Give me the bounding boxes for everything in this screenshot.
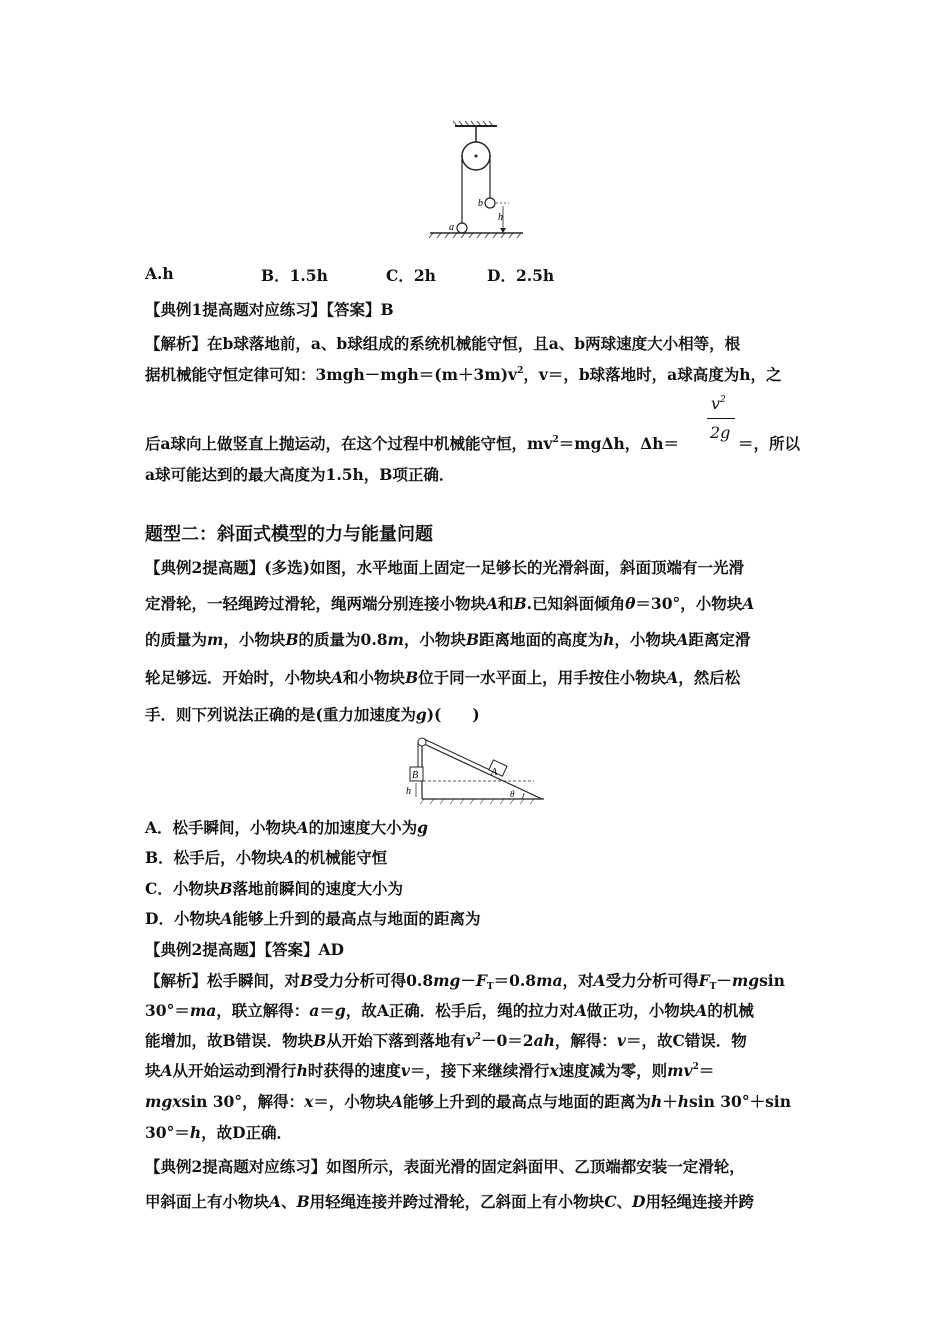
text: 能够上升到的最高点与地面的距离为 <box>402 1092 651 1111</box>
ex1-answer-heading: 【典例1提高题对应练习】【答案】B <box>145 300 394 319</box>
var: ma <box>189 1001 217 1020</box>
ex1-solution-line-2 <box>145 363 782 385</box>
ball-a <box>457 223 467 233</box>
var: A <box>486 594 499 613</box>
text: 块 <box>145 1061 161 1080</box>
tag: 【典例2提高题】 <box>145 558 265 577</box>
ball-b <box>485 198 495 208</box>
var: v <box>400 1061 410 1080</box>
label-B: B <box>412 770 419 781</box>
var: ah <box>533 1031 555 1050</box>
text: 和小物块 <box>343 668 406 687</box>
text: 30°＝ <box>145 1001 190 1020</box>
var: h <box>650 1092 663 1111</box>
text: .已知斜面倾角 <box>526 594 626 613</box>
text: 用轻绳连接并跨 <box>645 1192 755 1211</box>
ex2-line-3 <box>145 628 750 650</box>
label-theta: θ <box>510 789 515 799</box>
option-b: B．1.5h <box>261 266 328 285</box>
text: D．小物块 <box>145 909 221 928</box>
text: ，然后松 <box>678 668 741 687</box>
text: ，联立解得： <box>216 1001 310 1020</box>
ex2-solution-line-2 <box>145 999 754 1021</box>
option-a: A.h <box>145 264 174 283</box>
text: 定滑轮，一轻绳跨过滑轮，绳两端分别连接小物块 <box>145 594 487 613</box>
var: A <box>695 1001 708 1020</box>
text: 从开始运动到滑行 <box>172 1061 297 1080</box>
option-c: C．2h <box>386 266 436 285</box>
ex1-solution-line-4: a球可能达到的最大高度为1.5h，B项正确． <box>145 465 455 484</box>
text: 时获得的速度 <box>307 1061 401 1080</box>
text: 的质量为0.8 <box>298 630 388 649</box>
figure-incline-pulley <box>404 735 544 805</box>
var: mv <box>667 1061 693 1080</box>
var: θ <box>625 594 636 613</box>
text: (多选)如图，水平地面上固定一足够长的光滑斜面，斜面顶端有一光滑 <box>264 558 744 577</box>
text: ，小物块 <box>614 630 677 649</box>
ex1-solution-line-3-end: ＝，所以 <box>738 434 801 453</box>
var: B <box>296 1192 310 1211</box>
fraction-numerator <box>711 394 726 413</box>
label-h: h <box>406 786 411 797</box>
text: 用轻绳连接并跨过滑轮，乙斜面上有小物块 <box>309 1192 605 1211</box>
var: A <box>574 1001 587 1020</box>
ex2-solution-line-1 <box>145 969 785 992</box>
text: ＝0.8 <box>493 971 537 990</box>
var: h <box>677 1092 689 1111</box>
var: mgx <box>145 1092 182 1111</box>
text: ＋ <box>662 1092 678 1111</box>
sup: 2 <box>552 435 559 445</box>
ex2-solution-line-3 <box>145 1029 747 1051</box>
label-b: b <box>478 198 483 209</box>
text: 能够上升到的最高点与地面的距离为 <box>232 909 481 928</box>
text: 如图所示，表面光滑的固定斜面甲、乙顶端都安装一定滑轮， <box>326 1157 745 1176</box>
var: g <box>334 1001 346 1020</box>
ex1-solution-line-1 <box>145 332 740 354</box>
ex2-option-c <box>145 877 403 899</box>
var: A <box>269 1192 282 1211</box>
text: C．小物块 <box>145 879 220 898</box>
solution-tag: 【解析】 <box>145 334 208 353</box>
ex2-solution-line-5 <box>145 1090 791 1112</box>
text: 距离地面的高度为 <box>479 630 604 649</box>
text: sin <box>759 971 785 990</box>
var: A <box>160 1061 173 1080</box>
text: B．松手后，小物块 <box>145 848 283 867</box>
ex2-line-5 <box>145 703 480 725</box>
var: B <box>219 879 233 898</box>
ex2-option-d <box>145 907 481 929</box>
var: h <box>603 630 615 649</box>
fraction-denominator: 2g <box>710 423 731 442</box>
text: 据机械能守恒定律可知：3mgh－mgh＝(m＋3m)v <box>145 365 518 384</box>
text: 、 <box>616 1192 633 1211</box>
text: 30°＝ <box>145 1123 190 1142</box>
var: h <box>189 1123 202 1142</box>
ex2-practice-line-1 <box>145 1155 745 1177</box>
var: m <box>387 630 404 649</box>
var: x <box>304 1092 314 1111</box>
label-a: a <box>449 222 454 233</box>
var: A <box>220 909 233 928</box>
var: A <box>676 630 689 649</box>
figure-pulley-balls <box>425 120 535 245</box>
text: )( ) <box>426 705 480 724</box>
text: ，故D正确． <box>201 1123 293 1142</box>
var: mg <box>433 971 461 990</box>
sup: 2 <box>720 395 726 405</box>
text: 的加速度大小为 <box>308 818 418 837</box>
text: ，对 <box>562 971 594 990</box>
text: 松手瞬间，对 <box>207 971 301 990</box>
var: B <box>300 971 314 990</box>
var: A <box>742 594 755 613</box>
text: 从开始下落到落地有 <box>326 1031 466 1050</box>
var: C <box>604 1192 617 1211</box>
text: ＝ <box>698 1061 715 1080</box>
var: B <box>465 630 480 649</box>
label-h: h <box>498 212 503 223</box>
text: －0＝2 <box>481 1031 534 1050</box>
var: A <box>593 971 606 990</box>
text: ＝mgΔh，Δh＝ <box>558 434 680 453</box>
fraction-bar <box>707 418 735 419</box>
sup: 2 <box>517 366 524 376</box>
var: m <box>207 630 224 649</box>
var: A <box>331 668 344 687</box>
var: F <box>698 971 710 990</box>
ex2-option-a <box>145 816 428 838</box>
var: A <box>282 848 295 867</box>
var: v <box>616 1031 626 1050</box>
text: ＝30°，小物块 <box>635 594 743 613</box>
var: g <box>415 705 427 724</box>
text: A．松手瞬间，小物块 <box>145 818 297 837</box>
text: 甲斜面上有小物块 <box>145 1192 270 1211</box>
var: h <box>296 1061 308 1080</box>
var: mg <box>731 971 760 990</box>
ex2-line-4 <box>145 666 740 688</box>
sub: T <box>709 982 717 992</box>
text: 落地前瞬间的速度大小为 <box>232 879 403 898</box>
sub: T <box>486 982 494 992</box>
text: ，小物块 <box>223 630 286 649</box>
sup: 2 <box>474 1032 482 1042</box>
text: sin 30°＋sin <box>688 1092 791 1111</box>
text: ，v＝，b球落地时，a球高度为h，之 <box>523 365 782 384</box>
var: D <box>632 1192 646 1211</box>
text: ＝，接下来继续滑行 <box>409 1061 550 1080</box>
ex2-practice-line-2 <box>145 1190 754 1212</box>
text: 的机械 <box>707 1001 754 1020</box>
ex2-solution-line-6 <box>145 1121 292 1143</box>
text: 、 <box>281 1192 297 1211</box>
tag: 【典例2提高题对应练习】 <box>145 1157 327 1176</box>
var: B <box>513 594 527 613</box>
option-d: D．2.5h <box>487 266 555 285</box>
text: ，解得： <box>554 1031 617 1050</box>
sup: 2 <box>692 1062 699 1072</box>
text: 和 <box>498 594 514 613</box>
text: ＝，故C错误．物 <box>625 1031 747 1050</box>
text: 在b球落地前，a、b球组成的系统机械能守恒，且a、b两球速度大小相等，根 <box>207 334 741 353</box>
var: A <box>666 668 679 687</box>
text: 做正功，小物块 <box>586 1001 696 1020</box>
text: 受力分析可得0.8 <box>313 971 434 990</box>
var: B <box>285 630 299 649</box>
var: A <box>296 818 309 837</box>
text: ＝ <box>319 1001 335 1020</box>
ex2-line-1 <box>145 556 744 578</box>
text: － <box>716 971 732 990</box>
text: － <box>460 971 476 990</box>
var: ma <box>536 971 563 990</box>
text: sin 30°，解得： <box>181 1092 305 1111</box>
var: A <box>390 1092 403 1111</box>
text: 后a球向上做竖直上抛运动，在这个过程中机械能守恒，mv <box>145 434 553 453</box>
label-A: A <box>491 767 498 778</box>
var: g <box>417 818 428 837</box>
var: v <box>465 1031 475 1050</box>
var: a <box>309 1001 320 1020</box>
text: 受力分析可得 <box>605 971 699 990</box>
text: ，故A正确．松手后，绳的拉力对 <box>345 1001 575 1020</box>
ex2-solution-line-4 <box>145 1059 714 1081</box>
ex2-option-b <box>145 846 387 868</box>
text: 距离定滑 <box>688 630 751 649</box>
text: ，小物块 <box>403 630 466 649</box>
section-heading: 题型二：斜面式模型的力与能量问题 <box>145 524 433 545</box>
text: 手．则下列说法正确的是(重力加速度为 <box>145 705 416 724</box>
var: F <box>475 971 487 990</box>
text: 的机械能守恒 <box>294 848 388 867</box>
text: 的质量为 <box>145 630 208 649</box>
var: B <box>405 668 419 687</box>
text: v <box>711 394 721 413</box>
text: ＝，小物块 <box>313 1092 391 1111</box>
tag: 【解析】 <box>145 971 208 990</box>
text: 速度减为零，则 <box>558 1061 668 1080</box>
text: 轮足够远．开始时，小物块 <box>145 668 332 687</box>
text: 位于同一水平面上，用手按住小物块 <box>418 668 667 687</box>
ex2-answer-heading: 【典例2提高题】【答案】AD <box>145 940 345 959</box>
ex1-solution-line-3 <box>145 432 679 454</box>
ex2-line-2 <box>145 592 754 614</box>
var: B <box>313 1031 327 1050</box>
text: 能增加，故B错误．物块 <box>145 1031 314 1050</box>
var: x <box>549 1061 559 1080</box>
